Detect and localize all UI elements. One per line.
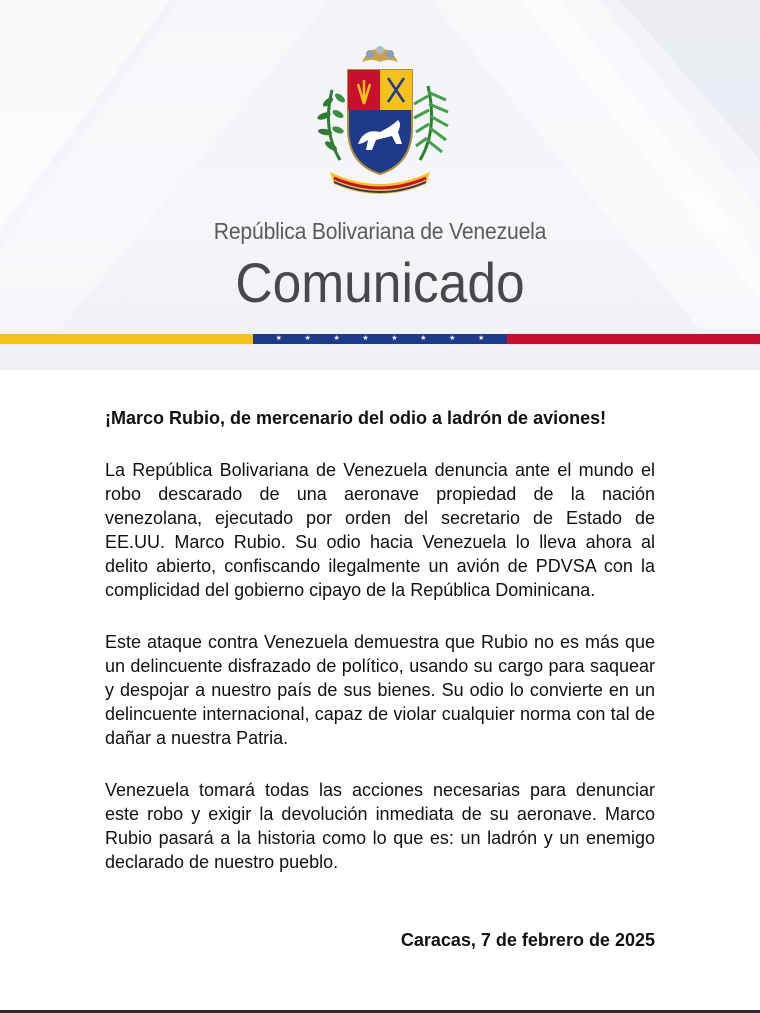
star-icon: ★ bbox=[391, 335, 398, 342]
place-and-date: Caracas, 7 de febrero de 2025 bbox=[400, 930, 655, 950]
paragraph-2: Este ataque contra Venezuela demuestra que Rubio no es más que un delincuente disfrazado de político, usando su cargo para saquear y despojar a nuestro país de sus bienes. Su odio lo convierte en un delincuente internacional, capaz de violar cualquier norma con tal de dañar a nuestra Patria. bbox=[105, 632, 655, 748]
flag-blue-band bbox=[253, 334, 507, 344]
star-icon: ★ bbox=[477, 335, 485, 342]
communique-body bbox=[105, 406, 655, 902]
flag-yellow-band bbox=[0, 334, 253, 344]
flag-stars bbox=[253, 334, 507, 344]
star-icon: ★ bbox=[275, 335, 282, 342]
coat-of-arms-icon bbox=[300, 40, 460, 200]
star-icon: ★ bbox=[362, 335, 369, 342]
paragraph-1: La República Bolivariana de Venezuela denuncia ante el mundo el robo descarado de una aeronave propiedad de la nación venezolana, ejecutado por orden del secretario de Estado de EE.UU. Marco Rubio. Su odio hacia Venezuela lo lleva ahora al delito abierto, confiscando ilegalmente un avión de PDVSA con la complicidad del gobierno cipayo de la República Dominicana. bbox=[105, 460, 655, 600]
communique-header bbox=[0, 0, 760, 370]
communique-headline: ¡Marco Rubio, de mercenario del odio a ladrón de aviones! bbox=[105, 408, 607, 428]
star-icon: ★ bbox=[304, 335, 311, 342]
star-icon: ★ bbox=[420, 335, 427, 342]
star-icon: ★ bbox=[449, 335, 456, 342]
paragraph-3: Venezuela tomará todas las acciones necesarias para denunciar este robo y exigir la devolución inmediata de su aeronave. Marco Rubio pasará a la historia como lo que es: un ladrón y un enemigo declarado de nuestro pueblo. bbox=[105, 780, 655, 872]
header-subtitle: República Bolivariana de Venezuela bbox=[213, 218, 547, 244]
flag-stripe bbox=[0, 334, 760, 344]
page-title: Comunicado bbox=[235, 251, 525, 314]
star-icon: ★ bbox=[333, 335, 340, 342]
flag-red-band bbox=[507, 334, 760, 344]
